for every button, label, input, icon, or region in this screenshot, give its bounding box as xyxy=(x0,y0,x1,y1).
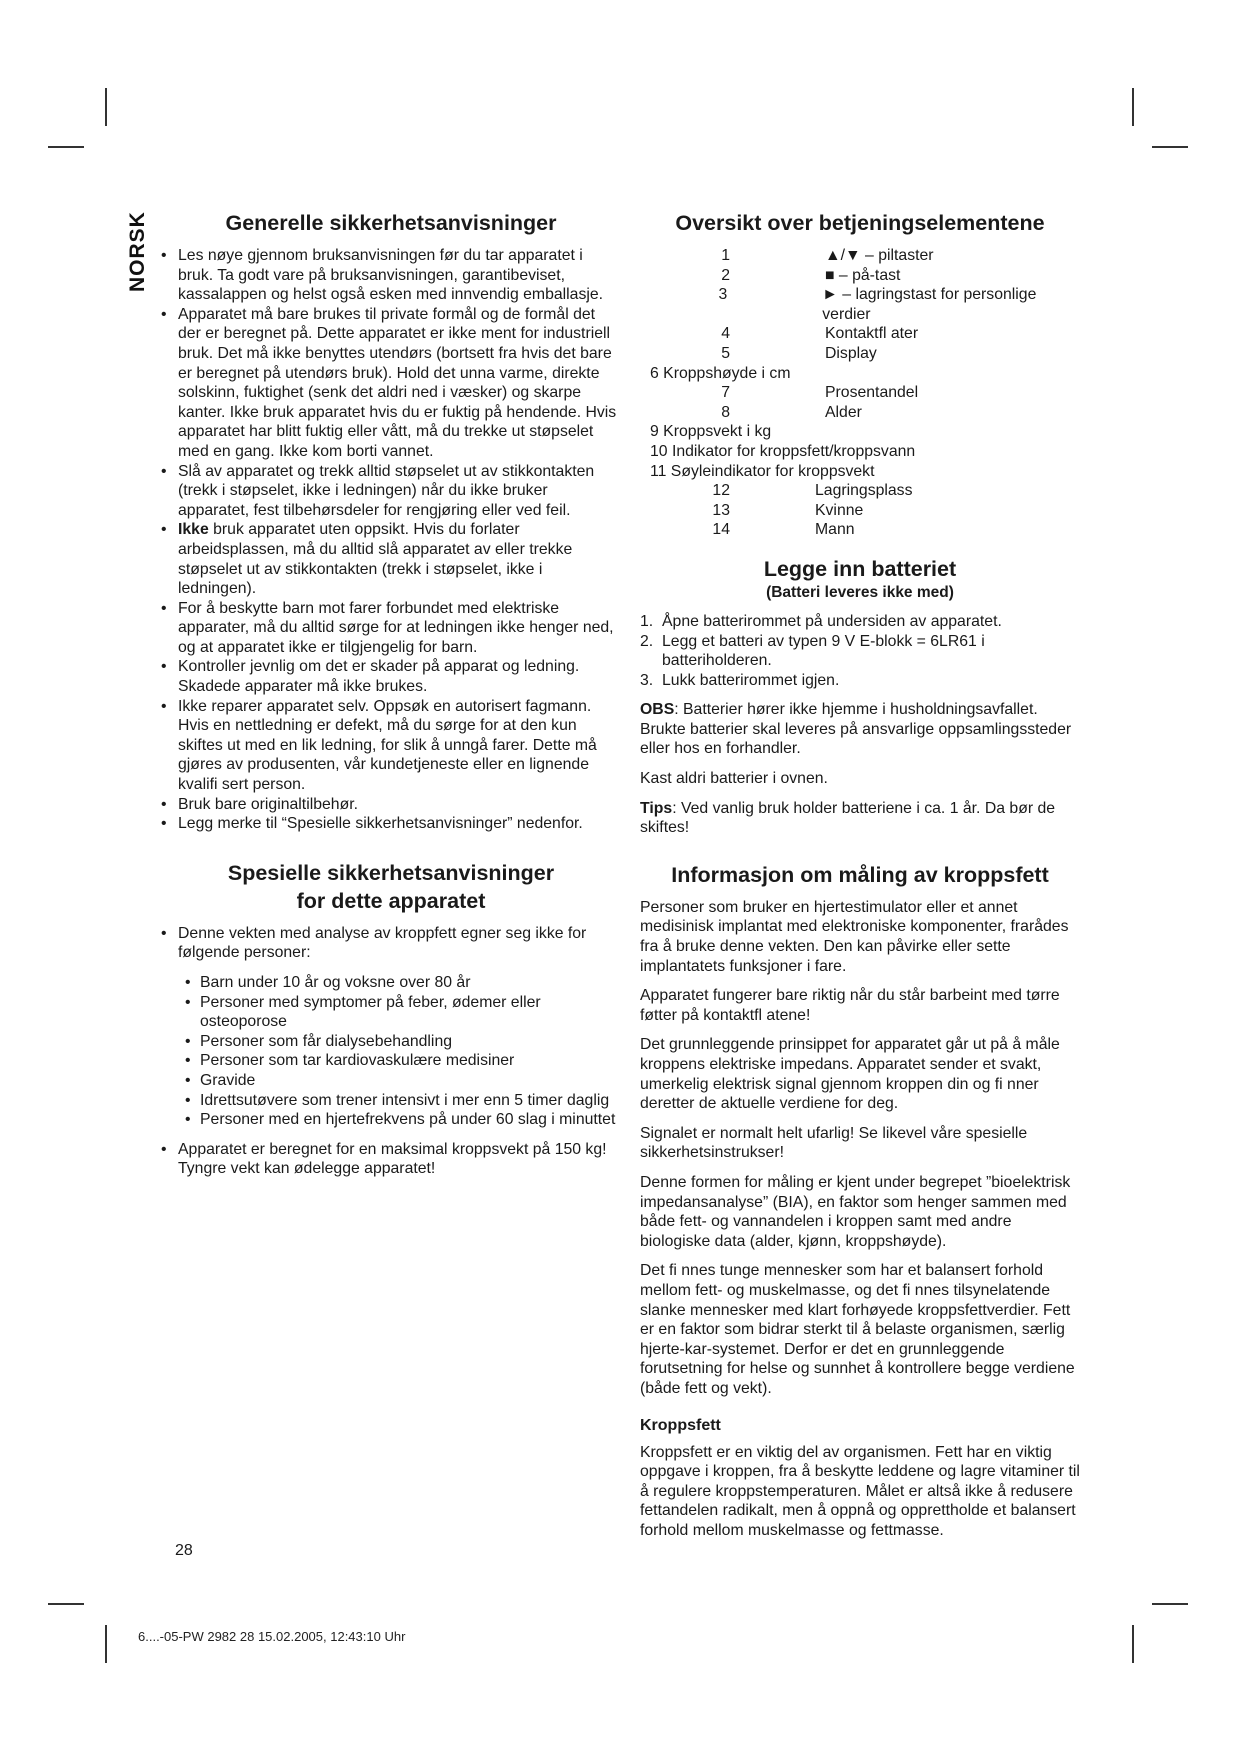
tips-paragraph xyxy=(640,799,1080,838)
table-row xyxy=(650,246,1080,266)
table-row xyxy=(650,285,1080,324)
row-label: Display xyxy=(825,344,877,362)
table-row xyxy=(650,501,1080,521)
special-safety-list xyxy=(160,924,622,1179)
kroppsfett-heading: Kroppsfett xyxy=(640,1416,721,1434)
crop-mark xyxy=(1152,146,1188,148)
persons-list xyxy=(184,973,622,1130)
crop-mark xyxy=(105,88,107,126)
right-column xyxy=(640,210,1080,1550)
general-safety-title: Generelle sikkerhetsanvisninger xyxy=(225,211,557,235)
table-row xyxy=(650,344,1080,364)
step-text: Åpne batterirommet på undersiden av apparatet. xyxy=(662,612,1002,630)
ikke-text: bruk apparatet uten oppsikt. Hvis du forlater arbeidsplassen, må du alltid slå apparatet av eller trekke støpselet ut av stikkontakten (trekk i støpselet, ikke i ledningen). xyxy=(178,521,573,598)
row-label: 10 Indikator for kroppsfett/kroppsvann xyxy=(650,442,916,460)
info-paragraph: Denne formen for måling er kjent under begrepet ”bioelektrisk impedansanalyse” (BIA), en faktor som henger sammen med både fett- og vannandelen i kroppen samt med andre biologiske data (alder, kjønn, kroppshøyde). xyxy=(640,1173,1071,1250)
table-row xyxy=(650,364,1080,384)
crop-mark xyxy=(1132,1625,1134,1663)
row-label: 9 Kroppsvekt i kg xyxy=(650,423,772,441)
row-label: Kvinne xyxy=(815,501,864,519)
general-safety-list xyxy=(160,246,622,834)
info-paragraph: Apparatet fungerer bare riktig når du står barbeint med tørre føtter på kontaktfl atene! xyxy=(640,987,1060,1024)
list-item xyxy=(640,632,1080,671)
table-row xyxy=(650,324,1080,344)
crop-mark xyxy=(105,1625,107,1663)
left-column xyxy=(160,210,622,1179)
list-item: • Personer med en hjertefrekvens på under 60 slag i minuttet xyxy=(184,1110,622,1130)
list-item: • Apparatet må bare brukes til private formål og de formål det der er beregnet på. Dette apparatet er ikke ment for industriell bruk. Det må ikke benyttes utendørs (bortsett fra hvis det bare er beregnet på utendørs bruk). Hold det unna varme, direkte solskinn, fuktighet (senk det aldri ned i væsker) og skarpe kanter. Ikke bruk apparatet hvis du er fuktig på hendende. Hvis apparatet har blitt fuktig eller vått, må du trekke ut støpselet med en gang. Ikke kom borti vannet. xyxy=(160,305,622,462)
step-number: 1. xyxy=(640,612,654,630)
row-number: 14 xyxy=(712,521,730,539)
table-row xyxy=(650,403,1080,423)
crop-mark xyxy=(48,146,84,148)
row-number: 5 xyxy=(721,344,730,362)
list-item xyxy=(160,520,622,598)
list-item: • Personer med symptomer på feber, ødemer eller osteoporose xyxy=(184,993,622,1032)
list-item: • For å beskytte barn mot farer forbundet med elektriske apparater, må du alltid sørge for at ledningen ikke henger ned, og at apparatet ikke er tilgjengelig for barn. xyxy=(160,599,622,658)
list-item: • Legg merke til “Spesielle sikkerhetsanvisninger” nedenfor. xyxy=(160,814,622,834)
row-number: 1 xyxy=(721,247,730,264)
obs-label: OBS xyxy=(640,701,675,719)
row-number: 7 xyxy=(721,384,730,402)
crop-mark xyxy=(1132,88,1134,126)
row-number: 13 xyxy=(712,501,730,519)
row-number: 2 xyxy=(721,266,730,284)
row-number: 8 xyxy=(721,403,730,421)
table-row xyxy=(650,462,1080,482)
list-item: • Idrettsutøvere som trener intensivt i mer enn 5 timer daglig xyxy=(184,1091,622,1111)
obs-text: : Batterier hører ikke hjemme i husholdningsavfallet. Brukte batterier skal leveres på ansvarlige oppsamlingssteder eller hos en forhandler. xyxy=(640,701,1072,758)
list-item: • Les nøye gjennom bruksanvisningen før du tar apparatet i bruk. Ta godt vare på bruksanvisningen, garantibeviset, kassalappen og helst også esken med innvendig emballasje. xyxy=(160,246,622,305)
tips-text: : Ved vanlig bruk holder batteriene i ca. 1 år. Da bør de skiftes! xyxy=(640,799,1056,837)
step-text: Legg et batteri av typen 9 V E-blokk = 6LR61 i batteriholderen. xyxy=(662,632,985,670)
page-number: 28 xyxy=(175,1542,193,1559)
row-label: Lagringsplass xyxy=(815,482,913,500)
table-row xyxy=(650,481,1080,501)
step-text: Lukk batterirommet igjen. xyxy=(662,671,840,689)
table-row xyxy=(650,266,1080,286)
tips-label: Tips xyxy=(640,799,673,817)
list-item xyxy=(640,612,1080,632)
row-label: ■ – på-tast xyxy=(825,266,901,284)
row-number: 4 xyxy=(721,325,730,343)
step-number: 2. xyxy=(640,632,654,650)
list-item: • Bruk bare originaltilbehør. xyxy=(160,795,622,815)
special-intro: Denne vekten med analyse av kroppfett egner seg ikke for følgende personer: xyxy=(178,924,587,962)
obs-paragraph xyxy=(640,700,1080,759)
no-fire-paragraph: Kast aldri batterier i ovnen. xyxy=(640,770,828,788)
info-paragraph: Det fi nnes tunge mennesker som har et balansert forhold mellom fett- og muskelmasse, og det fi nnes tilsynelatende slanke mennesker med klart forhøyede kroppsfettverdier. Fett er en faktor som bidrar sterkt til å belaste organismen, særlig hjerte-kar-systemet. Derfor er det en grunnleggende forutsetning for helse og sunnhet å kontrollere begge verdiene (både fett og vekt). xyxy=(640,1262,1075,1397)
special-safety-title-2: for dette apparatet xyxy=(296,888,486,913)
list-item xyxy=(160,924,622,1130)
language-tab: NORSK xyxy=(126,211,149,292)
info-paragraph: Signalet er normalt helt ufarlig! Se likevel våre spesielle sikkerhetsinstrukser! xyxy=(640,1124,1028,1162)
info-paragraph: Personer som bruker en hjertestimulator eller et annet medisinisk implantat med elektroniske komponenter, frarådes fra å bruke denne vekten. Den kan påvirke eller sette implantatets funksjoner i fare. xyxy=(640,898,1069,975)
row-label: Kontaktfl ater xyxy=(825,325,919,343)
kroppsfett-paragraph: Kroppsfett er en viktig del av organismen. Fett har en viktig oppgave i kroppen, fra å beskytte leddene og lagre vitaminer til å regulere kroppstemperaturen. Målet er altså ikke å redusere fettandelen radikalt, men å oppnå og opprettholde et balansert forhold mellom muskelmasse og fettmasse. xyxy=(640,1443,1080,1539)
list-item: • Personer som tar kardiovaskulære medisiner xyxy=(184,1051,622,1071)
row-label: 6 Kroppshøyde i cm xyxy=(650,364,791,382)
crop-mark xyxy=(48,1603,84,1605)
overview-table xyxy=(650,246,1080,540)
row-label: Mann xyxy=(815,521,855,539)
row-label: Prosentandel xyxy=(825,384,919,402)
table-row xyxy=(650,422,1080,442)
table-row xyxy=(650,383,1080,403)
step-number: 3. xyxy=(640,671,654,689)
row-label: Alder xyxy=(825,403,862,421)
bodyfat-info-title: Informasjon om måling av kroppsfett xyxy=(671,862,1049,887)
special-safety-title-1: Spesielle sikkerhetsanvisninger xyxy=(227,860,555,885)
battery-steps xyxy=(640,612,1080,690)
list-item: • Ikke reparer apparatet selv. Oppsøk en autorisert fagmann. Hvis en nettledning er defekt, må du sørge for at den kun skiftes ut med en lik ledning, for slik å unngå farer. Dette må gjøres av produsenten, vår kundetjeneste eller en lignende kvalifi sert person. xyxy=(160,697,622,795)
battery-title: Legge inn batteriet xyxy=(763,556,957,581)
list-item: • Slå av apparatet og trekk alltid støpselet ut av stikkontakten (trekk i støpselet, ikke i ledningen) når du ikke bruker apparatet, fest tilbehørsdeler for rengjøring eller ved feil. xyxy=(160,462,622,521)
row-label: ▲/▼ – piltaster xyxy=(825,247,934,264)
list-item: • Personer som får dialysebehandling xyxy=(184,1032,622,1052)
overview-title: Oversikt over betjeningselementene xyxy=(675,211,1045,235)
row-label: 11 Søyleindikator for kroppsvekt xyxy=(650,462,875,480)
row-number: 12 xyxy=(712,482,730,500)
list-item: • Kontroller jevnlig om det er skader på apparat og ledning. Skadede apparater må ikke brukes. xyxy=(160,657,622,696)
battery-subtitle: (Batteri leveres ikke med) xyxy=(766,583,954,601)
ikke-bold: Ikke xyxy=(178,521,209,539)
table-row xyxy=(650,442,1080,462)
info-paragraph: Det grunnleggende prinsippet for apparatet går ut på å måle kroppens elektriske impedans. Apparatet sender et svakt, umerkelig elektrisk signal gjennom kroppen din og fi nner deretter de aktuelle verdiene for deg. xyxy=(640,1036,1060,1113)
print-footer: 6....-05-PW 2982 28 15.02.2005, 12:43:10 Uhr xyxy=(138,1629,406,1644)
row-label: ► – lagringstast for personlige verdier xyxy=(822,286,1037,323)
list-item: • Gravide xyxy=(184,1071,622,1091)
row-number: 3 xyxy=(718,286,728,304)
list-item: • Barn under 10 år og voksne over 80 år xyxy=(184,973,622,993)
crop-mark xyxy=(1152,1603,1188,1605)
table-row xyxy=(650,520,1080,540)
list-item: • Apparatet er beregnet for en maksimal kroppsvekt på 150 kg! Tyngre vekt kan ødelegge apparatet! xyxy=(160,1140,622,1179)
list-item xyxy=(640,671,1080,691)
